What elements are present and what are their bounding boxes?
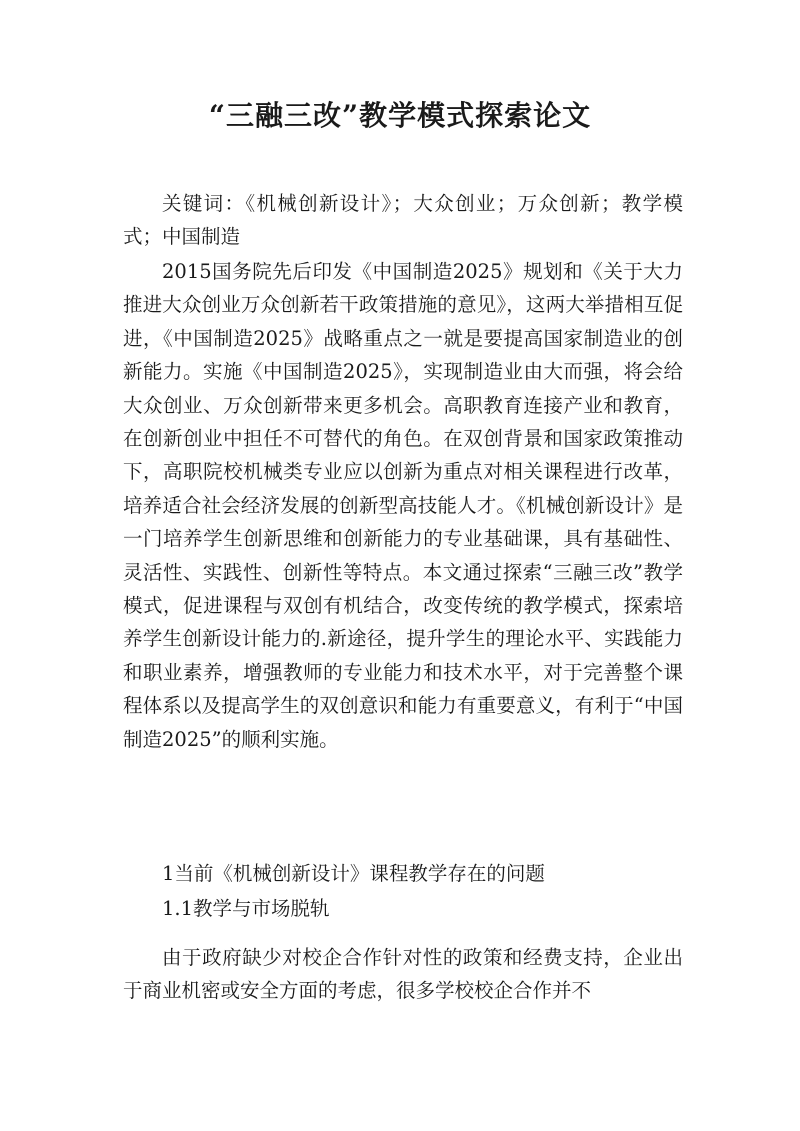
section-heading-1-1: 1.1教学与市场脱轨 bbox=[162, 897, 330, 921]
intro-block bbox=[123, 255, 683, 756]
intro-paragraph: 2015国务院先后印发《中国制造2025》规划和《关于大力推进大众创业万众创新若干政策措施的意见》，这两大举措相互促进，《中国制造2025》战略重点之一就是要提高国家制造业的创新能力。实施《中国制造2025》，实现制造业由大而强，将会给大众创业、万众创新带来更多机会。高职教育连接产业和教育，在创新创业中担任不可替代的角色。在双创背景和国家政策推动下，高职院校机械类专业应以创新为重点对相关课程进行改革，培养适合社会经济发展的创新型高技能人才。《机械创新设计》是一门培养学生创新思维和创新能力的专业基础课，具有基础性、灵活性、实践性、创新性等特点。本文通过探索“三融三改”教学模式，促进课程与双创有机结合，改变传统的教学模式，探索培养学生创新设计能力的.新途径，提升学生的理论水平、实践能力和职业素养，增强教师的专业能力和技术水平，对于完善整个课程体系以及提高学生的双创意识和能力有重要意义，有利于“中国制造2025”的顺利实施。 bbox=[123, 260, 683, 751]
section-body-block bbox=[123, 941, 683, 1008]
section-headings bbox=[123, 857, 683, 926]
section-paragraph: 由于政府缺少对校企合作针对性的政策和经费支持，企业出于商业机密或安全方面的考虑，很多学校校企合作并不 bbox=[123, 946, 683, 1003]
document-title: “三融三改”教学模式探索论文 bbox=[208, 99, 592, 132]
section-heading-1: 1当前《机械创新设计》课程教学存在的问题 bbox=[162, 862, 545, 885]
keywords-paragraph: 关键词：《机械创新设计》；大众创业；万众创新；教学模式；中国制造 bbox=[123, 192, 683, 249]
keywords-block bbox=[123, 187, 683, 254]
